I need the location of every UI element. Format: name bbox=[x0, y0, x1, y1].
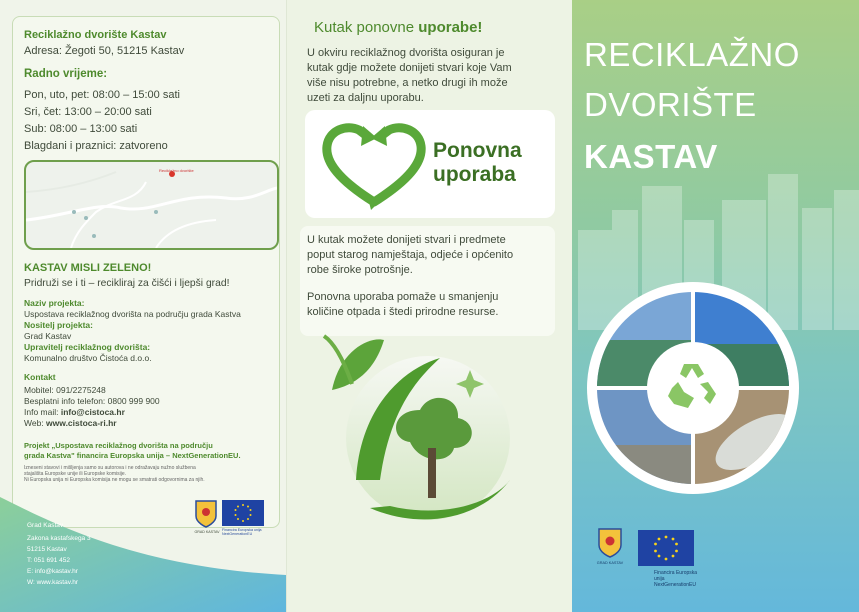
hours-line: Sub: 08:00 – 13:00 sati bbox=[24, 123, 138, 135]
footer-line: W: www.kastav.hr bbox=[27, 579, 79, 586]
kastav-crest-icon bbox=[195, 500, 217, 528]
reuse-para-line: robe široke potrošnje. bbox=[307, 264, 413, 276]
contact-label: Kontakt bbox=[24, 372, 56, 382]
right-panel bbox=[572, 0, 859, 612]
crest-caption: GRAD KASTAV bbox=[194, 530, 220, 534]
free-phone: Besplatni info telefon: 0800 999 900 bbox=[24, 396, 160, 406]
funding-line: grada Kastva" financira Europska unija – NextGenerationEU. bbox=[24, 451, 241, 460]
address: Adresa: Žegoti 50, 51215 Kastav bbox=[24, 45, 185, 57]
eu-caption: Financira Europska unija NextGenerationEU bbox=[654, 570, 698, 588]
mobile-phone: Mobitel: 091/2275248 bbox=[24, 385, 106, 395]
hours-line: Sri, čet: 13:00 – 20:00 sati bbox=[24, 106, 152, 118]
cover-title-line1: RECIKLAŽNO bbox=[584, 36, 800, 73]
web-line bbox=[24, 418, 117, 429]
facility-heading: Reciklažno dvorište Kastav bbox=[24, 29, 167, 41]
hours-title: Radno vrijeme: bbox=[24, 68, 108, 80]
cover-title-line2: DVORIŠTE bbox=[584, 86, 757, 123]
reuse-para-line: Ponovna uporaba pomaže u smanjenju bbox=[307, 291, 499, 303]
reuse-para-line: poput starog namještaja, odjeće i općenito bbox=[307, 249, 514, 261]
reuse-logo-line2: uporaba bbox=[433, 163, 516, 186]
reuse-logo-line1: Ponovna bbox=[433, 139, 522, 162]
corner-title-normal: Kutak ponovne bbox=[314, 19, 419, 36]
corner-title-bold: uporabe! bbox=[418, 19, 483, 36]
footer-line: Grad Kastav bbox=[27, 522, 64, 529]
disclaimer-line: Ni Europska unija ni Europska komisija ne mogu se smatrati odgovornima za njih. bbox=[24, 477, 205, 483]
info-mail-link[interactable]: info@cistoca.hr bbox=[60, 407, 125, 417]
cover-title-line3: KASTAV bbox=[584, 138, 718, 175]
reuse-logo bbox=[305, 110, 555, 218]
corner-title bbox=[314, 19, 482, 36]
web-prefix: Web: bbox=[24, 418, 47, 428]
kastav-crest-icon bbox=[598, 528, 622, 558]
eu-caption: Financira Europska unija NextGenerationEU bbox=[222, 528, 262, 536]
footer-line: 51215 Kastav bbox=[27, 546, 67, 553]
intro-line: više nisu potrebne, a netko drugi ih može bbox=[307, 77, 508, 89]
eu-flag-icon bbox=[222, 500, 264, 526]
hours-line: Blagdani i praznici: zatvoreno bbox=[24, 140, 168, 152]
web-link[interactable]: www.cistoca-ri.hr bbox=[46, 418, 117, 428]
manager-label: Upravitelj reciklažnog dvorišta: bbox=[24, 342, 151, 352]
disclaimer-line: stajališta Europske unije ili Europske komisije. bbox=[24, 471, 126, 477]
footer-line: Zakona kastafskega 3 bbox=[27, 535, 91, 542]
heart-recycle-icon bbox=[319, 118, 429, 210]
recycle-icon bbox=[664, 358, 722, 416]
reuse-para-line: U kutak možete donijeti stvari i predmete bbox=[307, 234, 506, 246]
intro-line: U okviru reciklažnog dvorišta osiguran je bbox=[307, 47, 505, 59]
map-label: Reciklažno dvorište bbox=[159, 168, 194, 173]
location-map[interactable] bbox=[24, 160, 279, 250]
footer-line: T: 051 691 452 bbox=[27, 557, 71, 564]
reuse-para-line: količine otpada i štedi prirodne resurse. bbox=[307, 306, 499, 318]
hours-line: Pon, uto, pet: 08:00 – 15:00 sati bbox=[24, 89, 180, 101]
project-name: Uspostava reciklažnog dvorišta na području grada Kastva bbox=[24, 309, 241, 319]
tree-leaf-illustration bbox=[320, 330, 520, 530]
holder-name: Grad Kastav bbox=[24, 331, 72, 341]
project-label: Naziv projekta: bbox=[24, 298, 85, 308]
slogan-title: KASTAV MISLI ZELENO! bbox=[24, 262, 152, 274]
info-mail-prefix: Info mail: bbox=[24, 407, 61, 417]
eu-flag-icon bbox=[638, 530, 694, 566]
info-mail-line bbox=[24, 407, 125, 418]
left-panel bbox=[0, 0, 286, 612]
slogan-text: Pridruži se i ti – recikliraj za čišći i ljepši grad! bbox=[24, 278, 230, 289]
intro-line: kutak gdje možete donijeti stvari koje Vam bbox=[307, 62, 512, 74]
footer-line: E: info@kastav.hr bbox=[27, 568, 78, 575]
holder-label: Nositelj projekta: bbox=[24, 320, 93, 330]
manager-name: Komunalno društvo Čistoća d.o.o. bbox=[24, 353, 152, 363]
funding-line: Projekt „Uspostava reciklažnog dvorišta na području bbox=[24, 441, 213, 450]
crest-caption: GRAD KASTAV bbox=[596, 561, 624, 565]
disclaimer-line: Izneseni stavovi i mišljenja samo su autorova i ne odražavaju nužno službena bbox=[24, 465, 196, 471]
intro-line: uzeti za daljnu uporabu. bbox=[307, 92, 424, 104]
